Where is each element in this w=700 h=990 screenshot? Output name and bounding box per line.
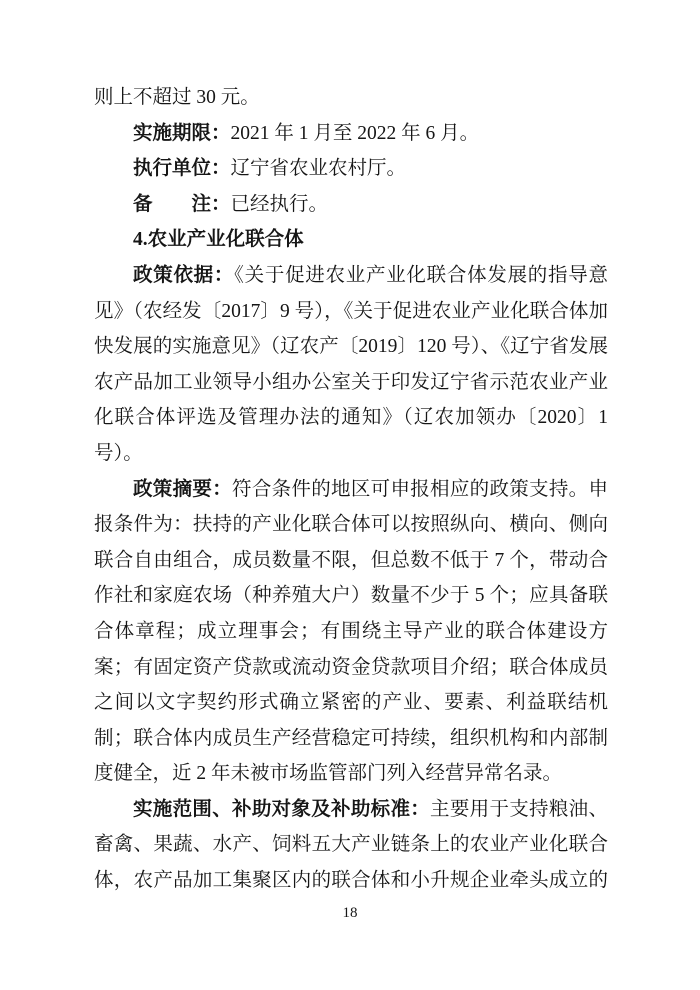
paragraph-label: 实施范围、补助对象及补助标准：: [133, 798, 431, 820]
paragraph-label: 实施期限：: [133, 122, 231, 144]
paragraph-label: 备 注：: [133, 193, 231, 215]
document-body: [94, 80, 608, 899]
paragraph-implementation-period: [94, 116, 608, 152]
paragraph-policy-summary: [94, 472, 608, 792]
section-heading: [94, 222, 608, 258]
paragraph-text: 符合条件的地区可申报相应的政策支持。申报条件为：扶持的产业化联合体可以按照纵向、横向、侧向联合自由组合，成员数量不限，但总数不低于 7 个，带动合作社和家庭农场（种养殖大户）数量不少于 5 个；应具备联合体章程；成立理事会；有围绕主导产业的联合体建设方案；有固定资产贷款或流动资金贷款项目介绍；联合体成员之间以文字契约形式确立紧密的产业、要素、利益联结机制；联合体内成员生产经营稳定可持续，组织机构和内部制度健全，近 2 年未被市场监管部门列入经营异常名录。: [94, 478, 608, 785]
heading-text: 4.农业产业化联合体: [133, 229, 304, 251]
page-number: 18: [342, 905, 358, 921]
paragraph-policy-basis: [94, 258, 608, 472]
paragraph-text: 2021 年 1 月至 2022 年 6 月。: [230, 122, 480, 144]
paragraph-continuation: [94, 80, 608, 116]
paragraph-label: 政策依据：: [133, 264, 235, 286]
paragraph-text: 已经执行。: [230, 193, 329, 215]
paragraph-remarks: [94, 187, 608, 223]
paragraph-label: 政策摘要：: [133, 478, 233, 500]
paragraph-label: 执行单位：: [133, 158, 231, 180]
paragraph-text: 主要用于支持粮油、畜禽、果蔬、水产、饲料五大产业链条上的农业产业化联合体，农产品加工集聚区内的联合体和小升规企业牵头成立的: [94, 798, 608, 892]
paragraph-text: 《关于促进农业产业化联合体发展的指导意见》（农经发〔2017〕9 号），《关于促进农业产业化联合体加快发展的实施意见》（辽农产〔2019〕120 号）、《辽宁省发展农产品加工业领导小组办公室关于印发辽宁省示范农业产业化联合体评选及管理办法的通知》（辽农加领办〔2020〕1 号）。: [94, 264, 608, 464]
paragraph-text: 则上不超过 30 元。: [94, 87, 260, 108]
paragraph-text: 辽宁省农业农村厅。: [230, 158, 407, 180]
paragraph-scope-and-subsidy: [94, 792, 608, 899]
paragraph-executing-unit: [94, 151, 608, 187]
